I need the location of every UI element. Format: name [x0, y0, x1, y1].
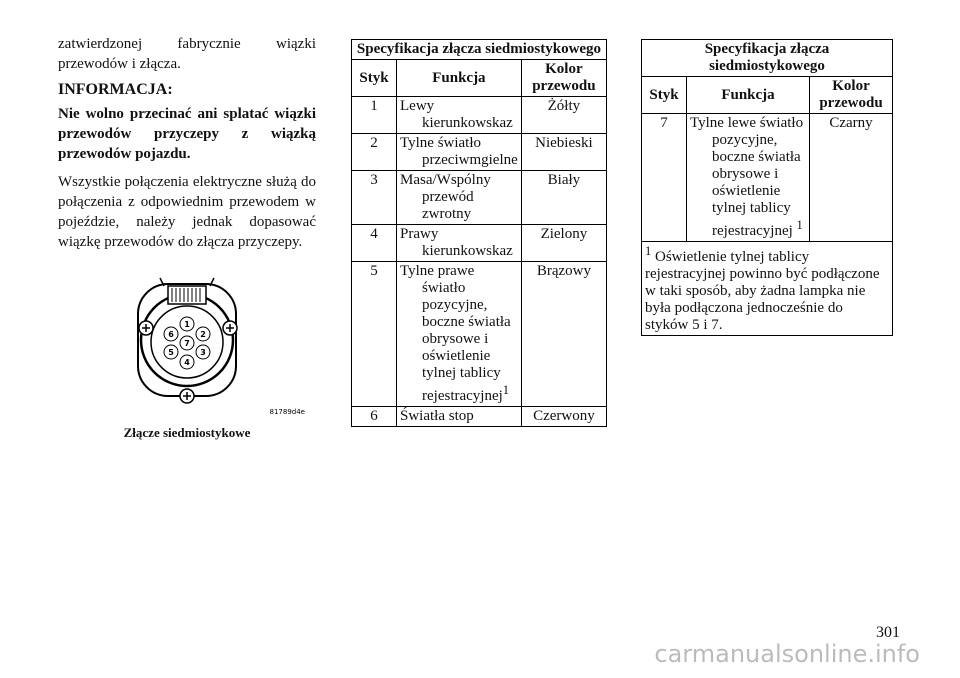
footnote-ref: 1 — [502, 383, 510, 397]
color-cell: Czerwony — [521, 407, 606, 427]
header-color: Kolor przewodu — [810, 77, 893, 114]
figure-caption: Złącze siedmiostykowe — [123, 425, 251, 440]
pin-cell: 4 — [352, 225, 397, 262]
color-cell: Zielony — [521, 225, 606, 262]
footnote-row — [642, 242, 893, 336]
header-pin: Styk — [352, 60, 397, 97]
pin-label-4: 4 — [184, 358, 190, 367]
color-cell: Żółty — [521, 97, 606, 134]
footnote-text: Oświetlenie tylnej tablicy rejestracyjnej powinno być podłączone w taki sposób, aby żadna lampka nie była podłączona jednocześnie do styków 5 i 7. — [645, 249, 880, 333]
body-text: Wszystkie połączenia elektryczne służą do połączenia z odpowiednim przewodem w pojeździe, należy jednak dopasować wiązkę przewodów do złącza przyczepy. — [58, 174, 316, 250]
figure-code: 81789d4e — [269, 408, 305, 416]
header-function: Funkcja — [397, 60, 522, 97]
color-cell: Brązowy — [521, 262, 606, 407]
pin-cell: 3 — [352, 171, 397, 225]
table-row — [352, 171, 607, 225]
pin-label-7: 7 — [184, 339, 190, 348]
seven-pin-connector-icon — [120, 272, 310, 422]
table-row — [352, 262, 607, 407]
pin-cell: 6 — [352, 407, 397, 427]
table-row — [352, 225, 607, 262]
header-pin: Styk — [642, 77, 687, 114]
function-cell: Tylne lewe światło pozycyjne, boczne światła obrysowe i oświetlenie tylnej tablicy rejestracyjnej $^1$ — [687, 114, 810, 242]
pin-label-5: 5 — [168, 348, 174, 357]
header-function: Funkcja — [687, 77, 810, 114]
pin-label-6: 6 — [168, 330, 174, 339]
pin-cell: 7 — [642, 114, 687, 242]
pin-cell: 5 — [352, 262, 397, 407]
table-row — [642, 114, 893, 242]
pin-cell: 1 — [352, 97, 397, 134]
watermark: carmanualsonline.info — [654, 640, 920, 668]
spec-table-1 — [351, 39, 607, 427]
footnote-cell — [642, 242, 893, 336]
pin-label-2: 2 — [200, 330, 206, 339]
header-color: Kolor przewodu — [521, 60, 606, 97]
color-cell: Biały — [521, 171, 606, 225]
function-cell: Światła stop — [397, 407, 522, 427]
color-cell: Czarny — [810, 114, 893, 242]
spec-table-2 — [641, 39, 893, 336]
table-row — [352, 134, 607, 171]
table-row — [352, 407, 607, 427]
color-cell: Niebieski — [521, 134, 606, 171]
function-cell: Prawy kierunkowskaz — [397, 225, 522, 262]
info-heading: INFORMACJA: — [58, 81, 173, 98]
footnote-mark: 1 — [645, 244, 652, 258]
pin-label-3: 3 — [200, 348, 206, 357]
connector-figure — [120, 272, 310, 422]
left-column — [58, 34, 316, 252]
pin-label-1: 1 — [184, 320, 190, 329]
table-row — [352, 97, 607, 134]
function-cell: Tylne światło przeciwmgielne — [397, 134, 522, 171]
function-cell: Tylne prawe światło pozycyjne, boczne światła obrysowe i oświetlenie tylnej tablicy rejestracyjnej$^1$ — [397, 262, 522, 407]
function-cell: Lewy kierunkowskaz — [397, 97, 522, 134]
table-title: Specyfikacja złącza siedmiostykowego — [352, 40, 607, 60]
pin-cell: 2 — [352, 134, 397, 171]
function-cell: Masa/Wspólny przewód zwrotny — [397, 171, 522, 225]
footnote-ref: 1 — [796, 218, 803, 232]
warning-text: Nie wolno przecinać ani splatać wiązki przewodów przyczepy z wiązką przewodów pojazdu. — [58, 106, 316, 162]
intro-text: zatwierdzonej fabrycznie wiązki przewodów i złącza. — [58, 36, 316, 72]
page-number: 301 — [876, 624, 900, 641]
table-title: Specyfikacja złącza siedmiostykowego — [642, 40, 893, 77]
